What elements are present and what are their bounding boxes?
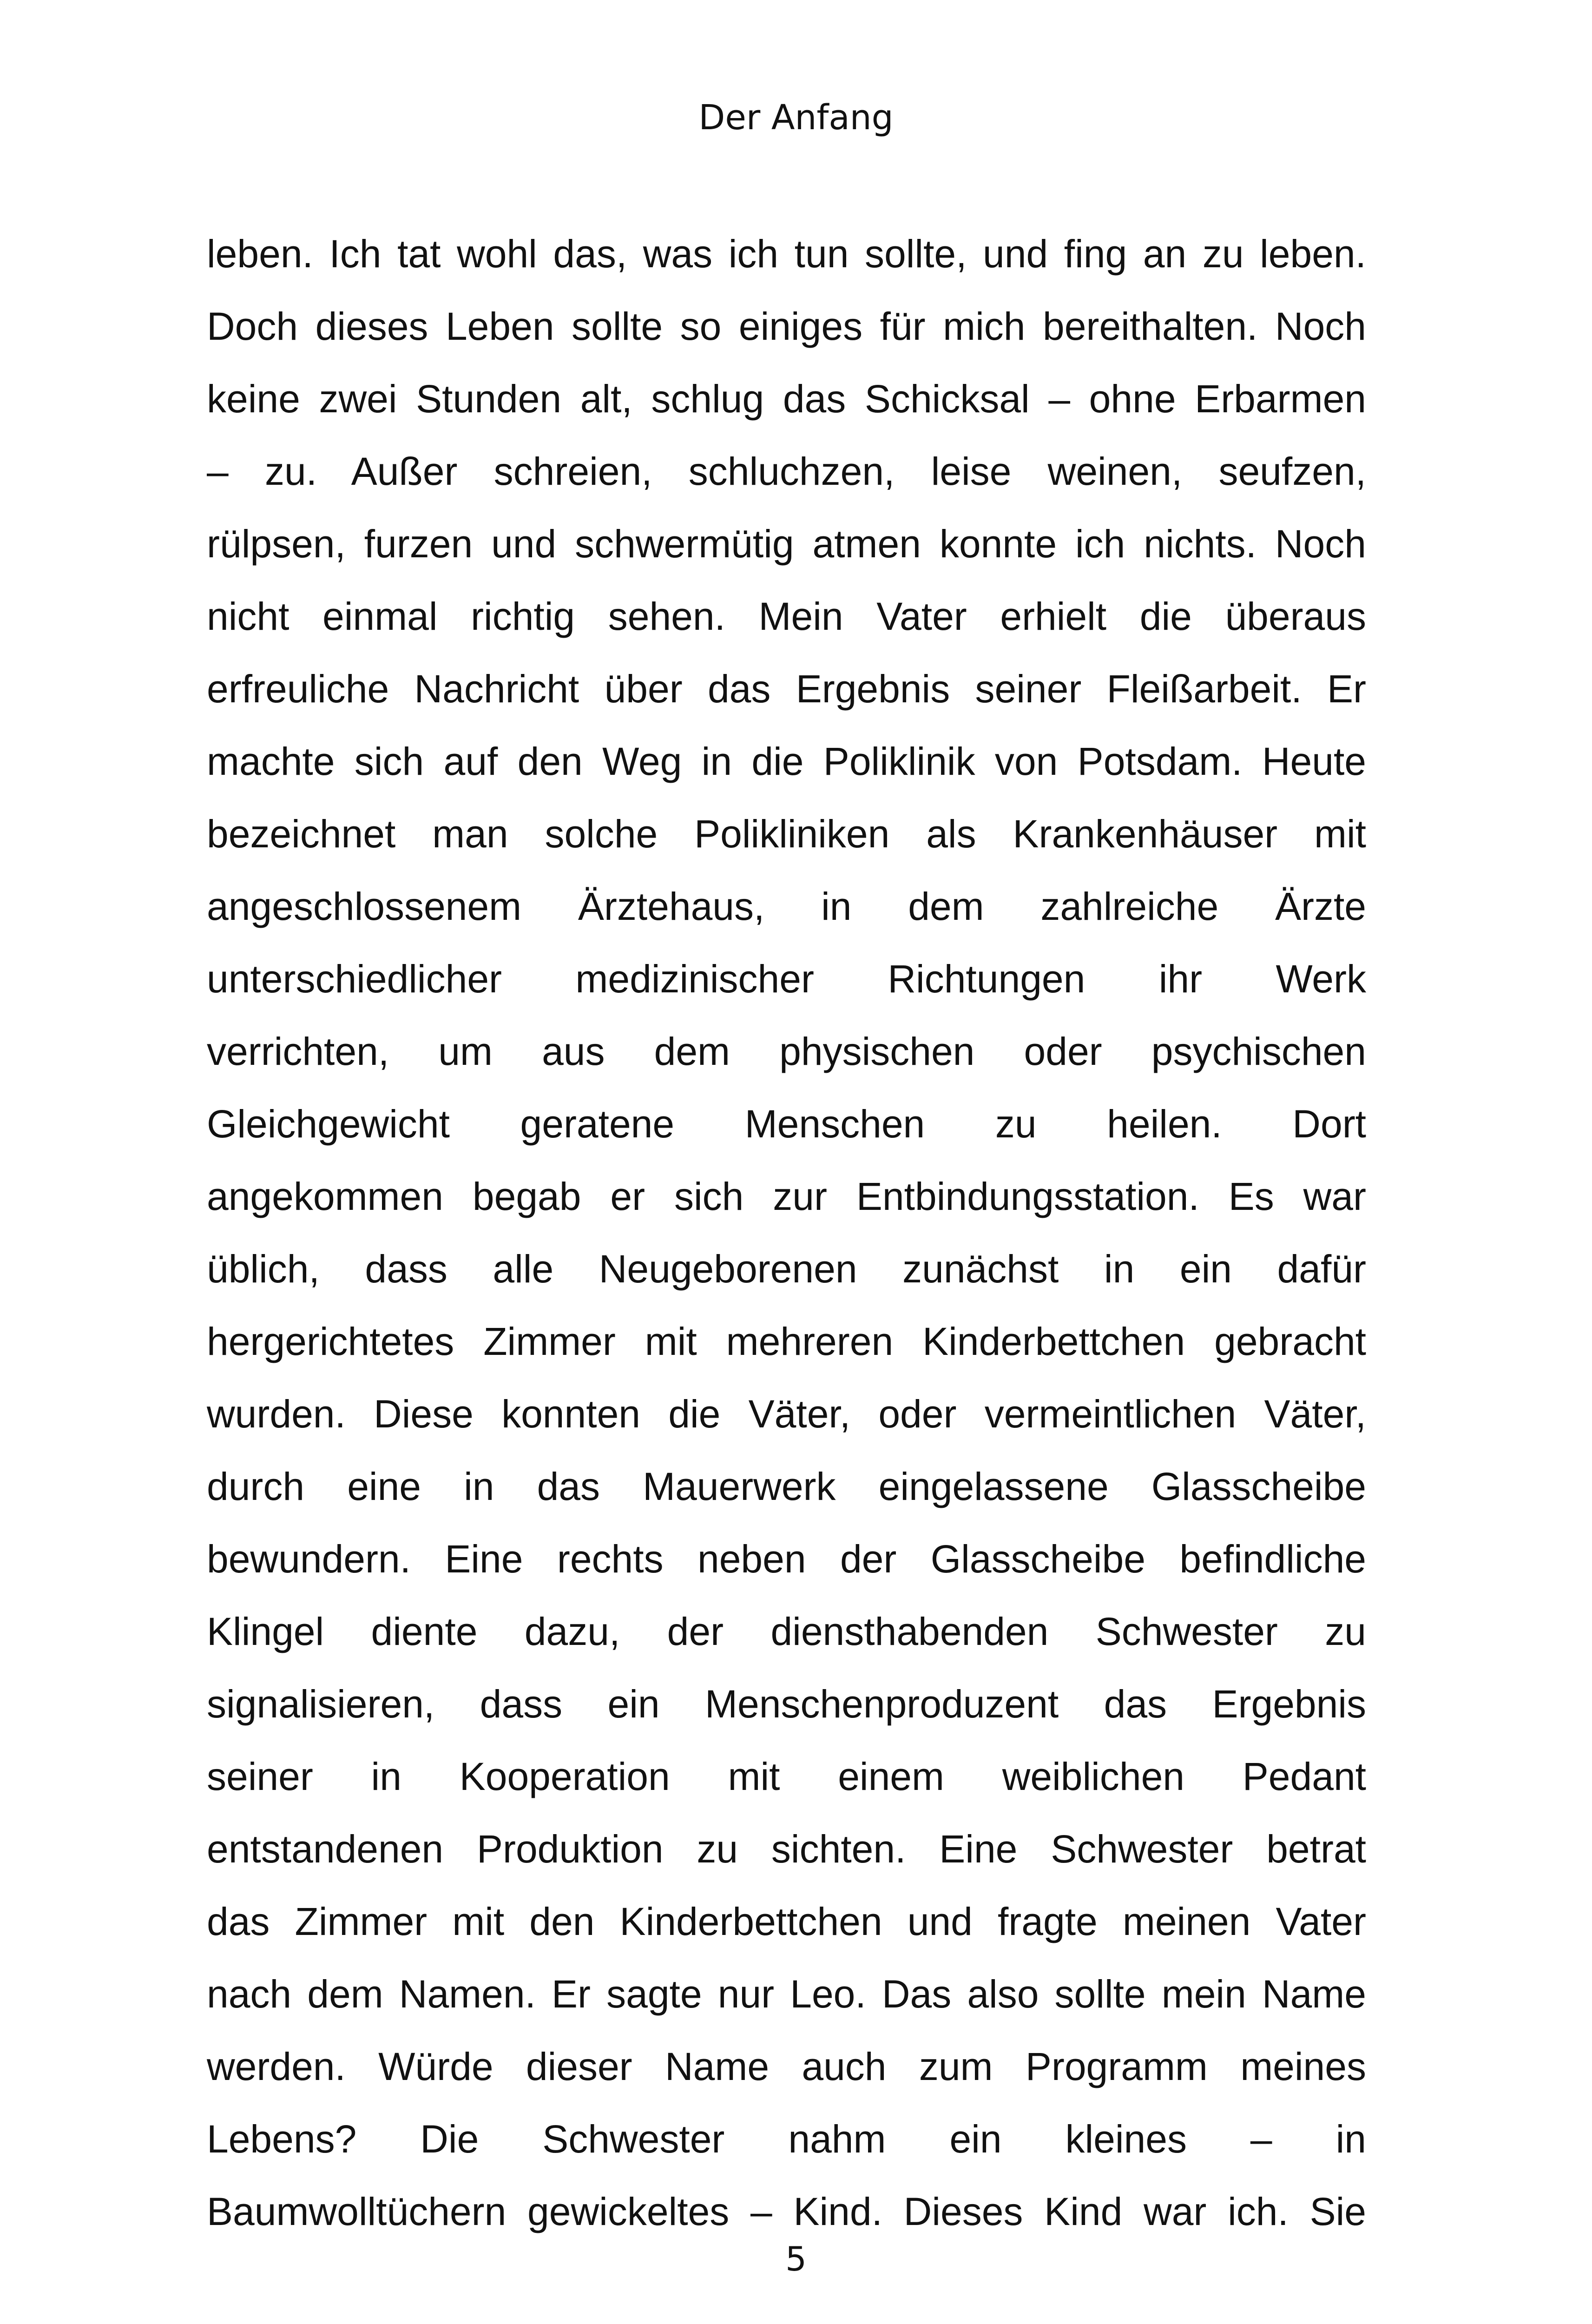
text-line: leben. Ich tat wohl das, was ich tun sollte, und fing an zu leben. [207, 232, 1366, 276]
text-line: nach dem Namen. Er sagte nur Leo. Das also sollte mein Name [207, 1972, 1366, 2016]
text-line: werden. Würde dieser Name auch zum Programm meines [207, 2045, 1366, 2088]
text-line: Klingel diente dazu, der diensthabenden Schwester zu [207, 1610, 1366, 1653]
text-line: wurden. Diese konnten die Väter, oder vermeintlichen Väter, [207, 1392, 1366, 1436]
text-line: bewundern. Eine rechts neben der Glasscheibe befindliche [207, 1537, 1366, 1581]
running-header-title: Der Anfang [698, 98, 894, 138]
text-line: verrichten, um aus dem physischen oder psychischen [207, 1030, 1366, 1073]
text-line: – zu. Außer schreien, schluchzen, leise weinen, seufzen, [207, 449, 1366, 493]
text-line: Lebens? Die Schwester nahm ein kleines – in [207, 2117, 1366, 2161]
text-line: rülpsen, furzen und schwermütig atmen konnte ich nichts. Noch [207, 522, 1366, 566]
text-line: keine zwei Stunden alt, schlug das Schicksal – ohne Erbarmen [207, 377, 1366, 421]
text-line: machte sich auf den Weg in die Poliklinik von Potsdam. Heute [207, 739, 1366, 783]
text-line: entstandenen Produktion zu sichten. Eine Schwester betrat [207, 1827, 1366, 1871]
text-line: Doch dieses Leben sollte so einiges für mich bereithalten. Noch [207, 304, 1366, 348]
text-line: unterschiedlicher medizinischer Richtungen ihr Werk [207, 957, 1366, 1001]
text-line: Baumwolltüchern gewickeltes – Kind. Dieses Kind war ich. Sie [207, 2190, 1366, 2233]
text-line: Gleichgewicht geratene Menschen zu heilen. Dort [207, 1102, 1366, 1146]
page-number: 5 [785, 2239, 807, 2278]
text-line: üblich, dass alle Neugeborenen zunächst in ein dafür [207, 1247, 1366, 1291]
text-line: nicht einmal richtig sehen. Mein Vater erhielt die überaus [207, 594, 1366, 638]
text-line: seiner in Kooperation mit einem weiblichen Pedant [207, 1755, 1366, 1798]
text-line: bezeichnet man solche Polikliniken als Krankenhäuser mit [207, 812, 1366, 856]
text-line: erfreuliche Nachricht über das Ergebnis seiner Fleißarbeit. Er [207, 667, 1366, 711]
text-line: das Zimmer mit den Kinderbettchen und fragte meinen Vater [207, 1900, 1366, 1943]
body-text [207, 218, 1366, 2248]
text-line: signalisieren, dass ein Menschenproduzent das Ergebnis [207, 1682, 1366, 1726]
text-line: hergerichtetes Zimmer mit mehreren Kinderbettchen gebracht [207, 1320, 1366, 1363]
text-line: durch eine in das Mauerwerk eingelassene Glasscheibe [207, 1465, 1366, 1508]
text-line: angeschlossenem Ärztehaus, in dem zahlreiche Ärzte [207, 885, 1366, 928]
text-line: angekommen begab er sich zur Entbindungsstation. Es war [207, 1175, 1366, 1218]
